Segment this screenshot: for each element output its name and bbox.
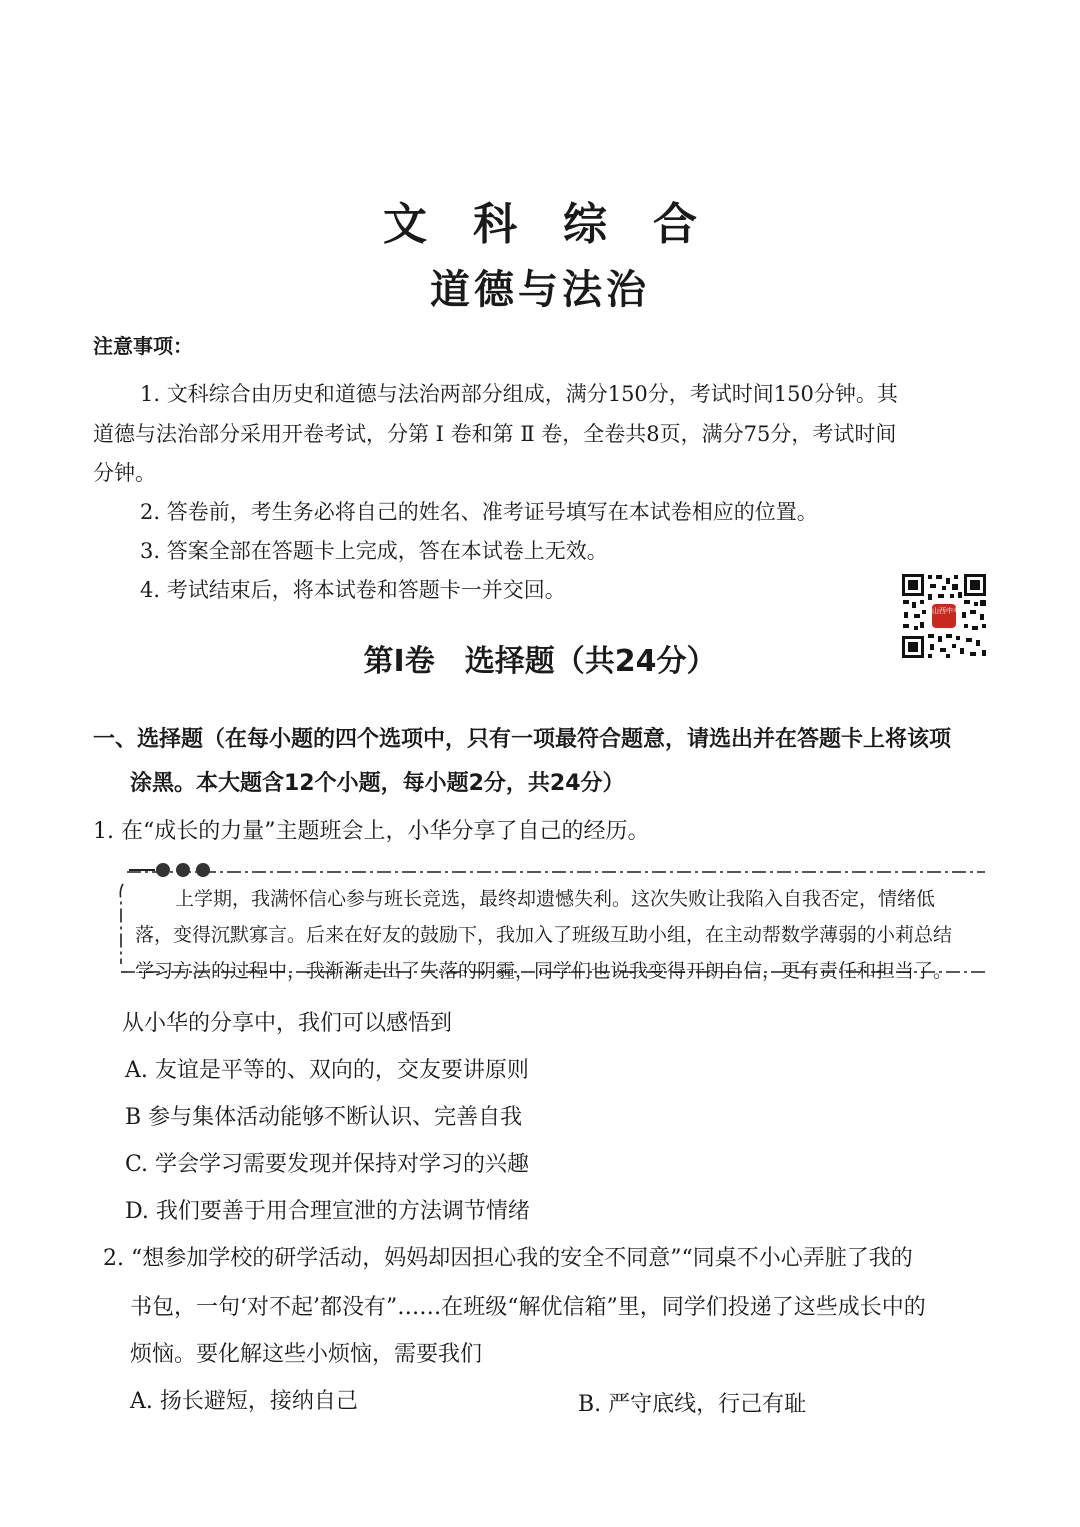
notice-item-1-line-3: 分钟。	[93, 461, 156, 485]
story-line-1: 上学期，我满怀信心参与班长竞选，最终却遗憾失利。这次失败让我陷入自我否定，情绪低	[175, 888, 936, 910]
question-2-option-a[interactable]: A. 扬长避短，接纳自己	[130, 1389, 358, 1414]
question-2-option-b[interactable]: B. 严守底线，行己有耻	[578, 1392, 807, 1417]
question-1-option-c[interactable]: C. 学会学习需要发现并保持对学习的兴趣	[125, 1152, 530, 1177]
exam-subtitle: 道德与法治	[430, 267, 650, 313]
section-instruction-line-2: 涂黑。本大题含12个小题，每小题2分，共24分）	[130, 771, 625, 796]
qr-badge-logo: 山西中考	[932, 604, 956, 628]
exam-title: 文科综合	[383, 199, 743, 250]
question-1-prompt: 从小华的分享中，我们可以感悟到	[122, 1011, 453, 1036]
section-instruction-line-1: 一、选择题（在每小题的四个选项中，只有一项最符合题意，请选出并在答题卡上将该项	[93, 727, 952, 752]
notice-heading: 注意事项：	[93, 334, 193, 358]
section-title: 第Ⅰ卷 选择题（共24分）	[363, 644, 717, 679]
notice-item-4: 4. 考试结束后，将本试卷和答题卡一并交回。	[140, 578, 566, 602]
notice-item-1-line-2: 道德与法治部分采用开卷考试，分第 Ⅰ 卷和第 Ⅱ 卷，全卷共8页，满分75分，考试时间	[93, 422, 897, 446]
question-1-stem: 1. 在“成长的力量”主题班会上，小华分享了自己的经历。	[93, 819, 650, 844]
question-1-option-b[interactable]: B 参与集体活动能够不断认识、完善自我	[125, 1105, 523, 1130]
question-1-option-a[interactable]: A. 友谊是平等的、双向的，交友要讲原则	[125, 1058, 529, 1083]
story-line-3: 学习方法的过程中，我渐渐走出了失落的阴霾，同学们也说我变得开朗自信，更有责任和担当了。	[135, 960, 953, 982]
story-line-2: 落，变得沉默寡言。后来在好友的鼓励下，我加入了班级互助小组，在主动帮数学薄弱的小莉总结	[135, 924, 953, 946]
notice-item-3: 3. 答案全部在答题卡上完成，答在本试卷上无效。	[140, 539, 608, 563]
question-1-option-d[interactable]: D. 我们要善于用合理宣泄的方法调节情绪	[125, 1199, 530, 1224]
question-2-stem-line-3: 烦恼。要化解这些小烦恼，需要我们	[130, 1342, 483, 1367]
question-2-stem-line-2: 书包，一句‘对不起’都没有”……在班级“解优信箱”里，同学们投递了这些成长中的	[130, 1295, 926, 1320]
question-2-stem-line-1: 2. “想参加学校的研学活动，妈妈却因担心我的安全不同意”“同桌不小心弄脏了我的	[103, 1246, 913, 1271]
notice-item-2: 2. 答卷前，考生务必将自己的姓名、准考证号填写在本试卷相应的位置。	[140, 500, 818, 524]
notice-item-1-line-1: 1. 文科综合由历史和道德与法治两部分组成，满分150分，考试时间150分钟。其	[140, 382, 898, 406]
